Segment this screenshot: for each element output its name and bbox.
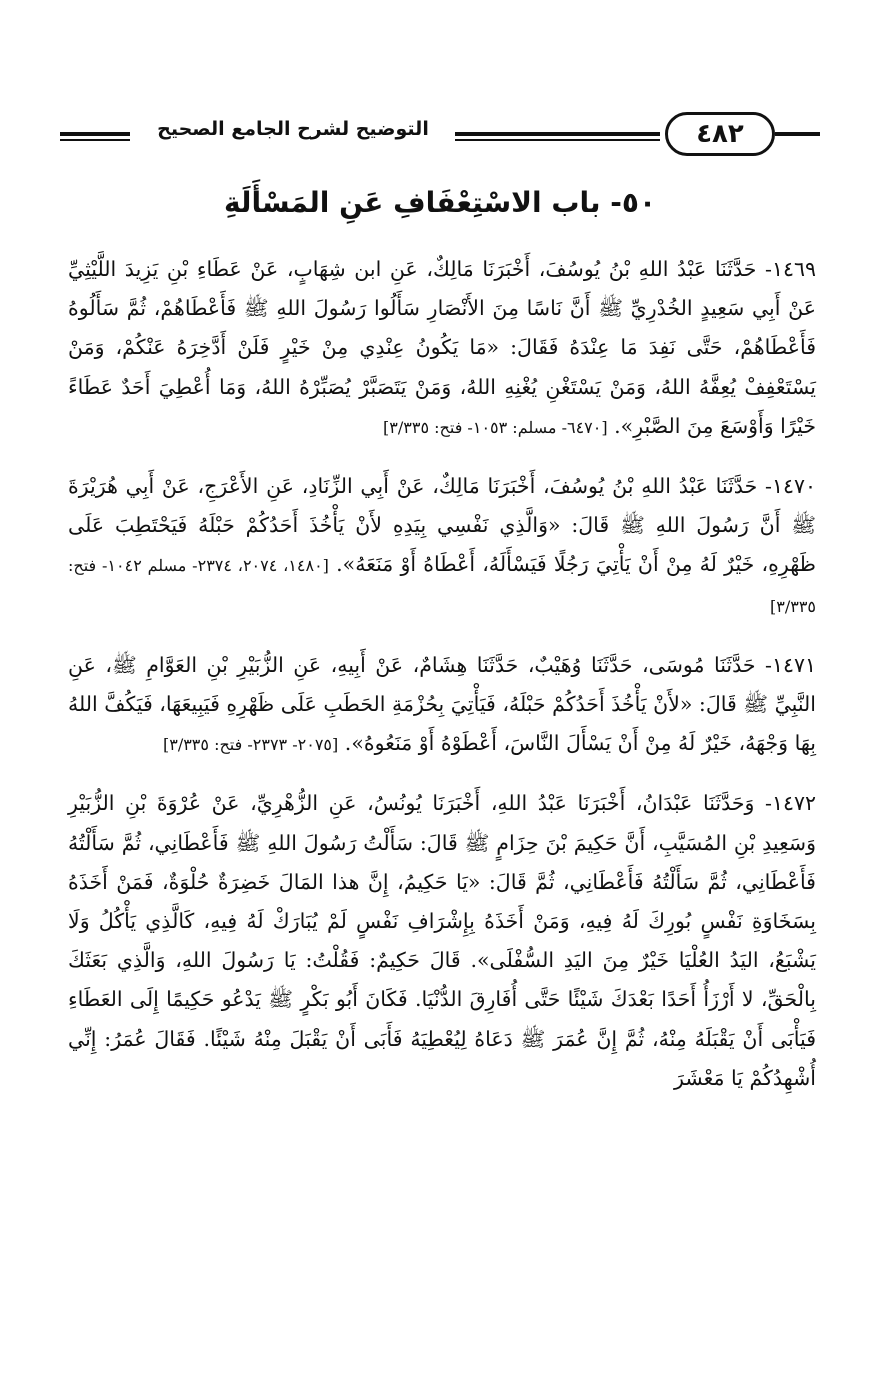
hadith-text: ١٤٧٢- وَحَدَّثَنَا عَبْدَانُ، أَخْبَرَنَا عَبْدُ اللهِ، أَخْبَرَنَا يُونُسُ، عَنِ الزُّهْرِيِّ، عَنْ عُرْوَةَ بْنِ الزُّبَيْرِ وَسَعِيدِ بْنِ المُسَيَّبِ، أَنَّ حَكِيمَ بْنَ حِزَامٍ ﷺ قَالَ: سَأَلْتُ رَسُولَ اللهِ ﷺ فَأَعْطَانِي، ثُمَّ سَأَلْتُهُ فَأَعْطَانِي، ثُمَّ سَأَلْتُهُ فَأَعْطَانِي، ثُمَّ قَالَ: «يَا حَكِيمُ، إِنَّ هذا المَالَ خَضِرَةٌ حُلْوَةٌ، فَمَنْ أَخَذَهُ بِسَخَاوَةِ نَفْسٍ بُورِكَ لَهُ فِيهِ، وَمَنْ أَخَذَهُ بِإِشْرَافِ نَفْسٍ لَمْ يُبَارَكْ لَهُ فِيهِ، كَالَّذِي يَأْكُلُ وَلَا يَشْبَعُ، اليَدُ العُلْيَا خَيْرٌ مِنَ اليَدِ السُّفْلَى». قَالَ حَكِيمٌ: فَقُلْتُ: يَا رَسُولَ اللهِ، وَالَّذِي بَعَثَكَ بِالْحَقِّ، لا أَرْزَأُ أَحَدًا بَعْدَكَ شَيْئًا حَتَّى أُفَارِقَ الدُّنْيَا. فَكَانَ أَبُو بَكْرٍ ﷺ يَدْعُو حَكِيمًا إِلَى العَطَاءِ فَيَأْبَى أَنْ يَقْبَلَهُ مِنْهُ، ثُمَّ إِنَّ عُمَرَ ﷺ دَعَاهُ لِيُعْطِيَهُ فَأَبَى أَنْ يَقْبَلَ مِنْهُ شَيْئًا. فَقَالَ عُمَرُ: إِنِّي أُشْهِدُكُمْ يَا مَعْشَرَ — [68, 791, 816, 1090]
header-rule-left — [60, 132, 130, 136]
header-rule-left-thin — [60, 139, 130, 141]
chapter-heading: ٥٠- باب الاسْتِعْفَافِ عَنِ المَسْأَلَةِ — [223, 186, 657, 219]
hadith-1469 — [68, 250, 816, 447]
hadith-1471 — [68, 646, 816, 765]
page-header — [60, 104, 820, 164]
hadith-references: [١٤٨٠، ٢٠٧٤، ٢٣٧٤- مسلم ١٠٤٢- فتح: ٣/٣٣٥] — [68, 556, 816, 616]
hadith-references: [٢٠٧٥- ٢٣٧٣- فتح: ٣/٣٣٥] — [162, 735, 339, 755]
hadith-1470 — [68, 467, 816, 626]
page-number-frame — [665, 112, 775, 156]
header-rule-middle — [455, 132, 660, 136]
hadith-text: ١٤٧١- حَدَّثَنَا مُوسَى، حَدَّثَنَا وُهَيْبٌ، حَدَّثَنَا هِشَامٌ، عَنْ أَبِيهِ، عَنِ الزُّبَيْرِ بْنِ العَوَّامِ ﷺ، عَنِ النَّبِيِّ ﷺ قَالَ: «لأَنْ يَأْخُذَ أَحَدُكُمْ حَبْلَهُ، فَيَأْتِيَ بِحُزْمَةِ الحَطَبِ عَلَى ظَهْرِهِ فَيَبِيعَهَا، فَيَكُفَّ اللهُ بِهَا وَجْهَهُ، خَيْرٌ لَهُ مِنْ أَنْ يَسْأَلَ النَّاسَ، أَعْطَوْهُ أَوْ مَنَعُوهُ». — [68, 652, 816, 756]
page-body — [68, 250, 816, 1119]
running-title: التوضيح لشرح الجامع الصحيح — [157, 118, 429, 140]
hadith-references: [٦٤٧٠- مسلم: ١٠٥٣- فتح: ٣/٣٣٥] — [383, 417, 608, 437]
hadith-1472 — [68, 784, 816, 1099]
hadith-text: ١٤٧٠- حَدَّثَنَا عَبْدُ اللهِ بْنُ يُوسُفَ، أَخْبَرَنَا مَالِكٌ، عَنْ أَبِي الزِّنَادِ، عَنِ الأَعْرَجِ، عَنْ أَبِي هُرَيْرَةَ ﷺ أَنَّ رَسُولَ اللهِ ﷺ قَالَ: «وَالَّذِي نَفْسِي بِيَدِهِ لأَنْ يَأْخُذَ أَحَدُكُمْ حَبْلَهُ فَيَحْتَطِبَ عَلَى ظَهْرِهِ، خَيْرٌ لَهُ مِنْ أَنْ يَأْتِيَ رَجُلًا فَيَسْأَلَهُ، أَعْطَاهُ أَوْ مَنَعَهُ». — [68, 474, 816, 577]
header-rule-right — [775, 132, 820, 136]
header-rule-middle-thin — [455, 139, 660, 141]
hadith-text: ١٤٦٩- حَدَّثَنَا عَبْدُ اللهِ بْنُ يُوسُفَ، أَخْبَرَنَا مَالِكٌ، عَنِ ابن شِهَابٍ، عَنْ عَطَاءِ بْنِ يَزِيدَ اللَّيْثِيِّ عَنْ أَبِي سَعِيدٍ الخُدْرِيِّ ﷺ أَنَّ نَاسًا مِنَ الأَنْصَارِ سَأَلُوا رَسُولَ اللهِ ﷺ فَأَعْطَاهُمْ، ثُمَّ سَأَلُوهُ فَأَعْطَاهُمْ، حَتَّى نَفِدَ مَا عِنْدَهُ فَقَالَ: «مَا يَكُونُ عِنْدِي مِنْ خَيْرٍ فَلَنْ أَدَّخِرَهُ عَنْكُمْ، وَمَنْ يَسْتَعْفِفْ يُعِفَّهُ اللهُ، وَمَنْ يَسْتَغْنِ يُغْنِهِ اللهُ، وَمَنْ يَتَصَبَّرْ يُصَبِّرْهُ اللهُ، وَمَا أُعْطِيَ أَحَدٌ عَطَاءً خَيْرًا وَأَوْسَعَ مِنَ الصَّبْرِ». — [68, 257, 816, 438]
page-number: ٤٨٢ — [696, 119, 744, 149]
